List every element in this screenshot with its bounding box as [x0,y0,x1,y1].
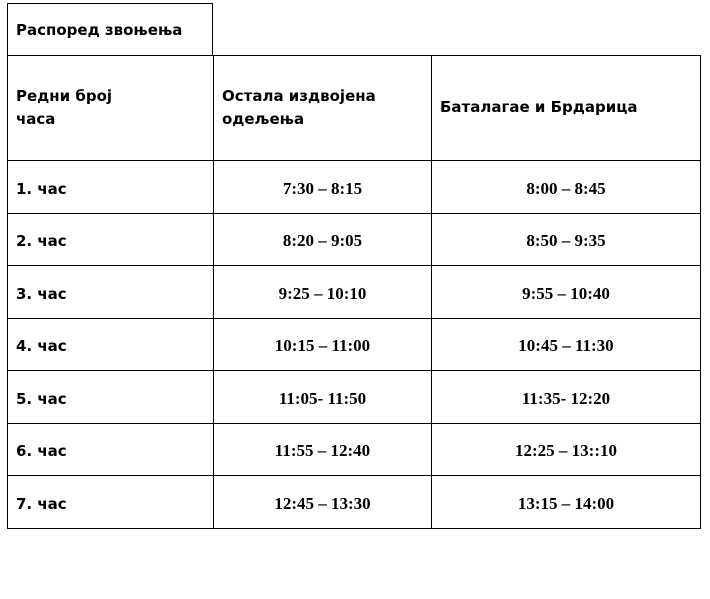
lesson-cell: 6. час [8,423,214,476]
time-batalage-cell: 12:25 – 13::10 [432,423,701,476]
header-lesson-line1: Редни број [16,86,113,105]
time-batalage-cell: 8:00 – 8:45 [432,161,701,214]
time-batalage-cell: 11:35- 12:20 [432,371,701,424]
time-other-cell: 7:30 – 8:15 [214,161,432,214]
time-batalage-cell: 10:45 – 11:30 [432,318,701,371]
schedule-title: Распоред звоњења [7,3,213,56]
lesson-cell: 5. час [8,371,214,424]
table-row [8,476,701,529]
bell-schedule-table [7,55,701,529]
time-other-cell: 11:05- 11:50 [214,371,432,424]
lesson-cell: 1. час [8,161,214,214]
time-batalage-cell: 8:50 – 9:35 [432,213,701,266]
table-row [8,423,701,476]
table-row [8,161,701,214]
time-batalage-cell: 9:55 – 10:40 [432,266,701,319]
table-row [8,266,701,319]
time-other-cell: 9:25 – 10:10 [214,266,432,319]
header-row [8,56,701,161]
table-row [8,318,701,371]
lesson-cell: 3. час [8,266,214,319]
table-row [8,213,701,266]
lesson-cell: 4. час [8,318,214,371]
header-other-departments [214,56,432,161]
time-batalage-cell: 13:15 – 14:00 [432,476,701,529]
header-batalage-brdarica: Баталагае и Брдарица [432,56,701,161]
time-other-cell: 10:15 – 11:00 [214,318,432,371]
lesson-cell: 2. час [8,213,214,266]
header-lesson-line2: часа [16,110,56,128]
time-other-cell: 8:20 – 9:05 [214,213,432,266]
header-lesson-number [8,56,214,161]
time-other-cell: 12:45 – 13:30 [214,476,432,529]
time-other-cell: 11:55 – 12:40 [214,423,432,476]
lesson-cell: 7. час [8,476,214,529]
table-row [8,371,701,424]
header-other-line2: одељења [222,110,305,128]
header-other-line1: Остала издвојена [222,86,376,105]
